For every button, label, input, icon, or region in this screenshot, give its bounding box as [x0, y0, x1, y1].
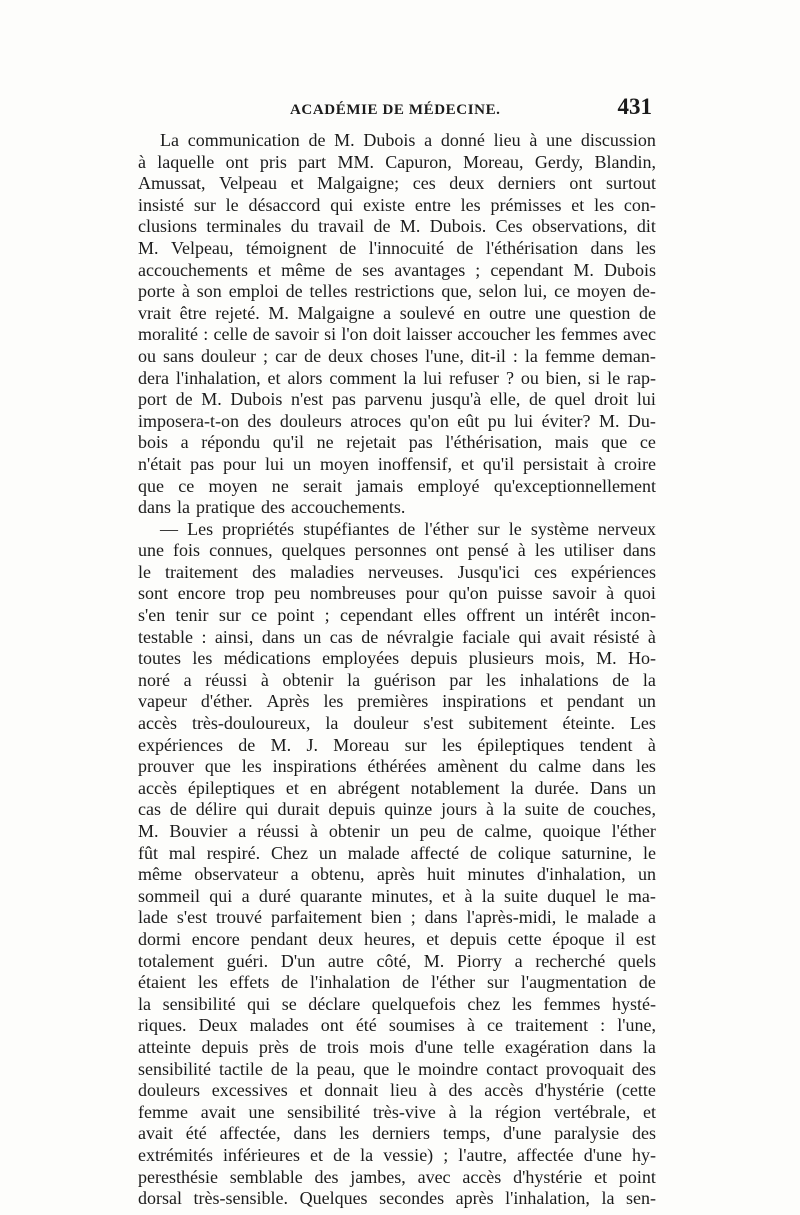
text-line: avait été affectée, dans les derniers temps, d'une paralysie des [138, 1123, 656, 1144]
text-line: douleurs excessives et donnait lieu à des accès d'hystérie (cette [138, 1080, 656, 1101]
text-line: atteinte depuis près de trois mois d'une telle exagération dans la [138, 1036, 656, 1057]
text-line: M. Bouvier a réussi à obtenir un peu de calme, quoique l'éther [138, 821, 656, 841]
text-line: dera l'inhalation, et alors comment la lui refuser ? ou bien, si le rap- [138, 367, 656, 388]
text-line: femme avait une sensibilité très-vive à la région vertébrale, et [138, 1101, 656, 1122]
text-line: étaient les effets de l'inhalation de l'éther sur l'augmentation de [138, 972, 656, 993]
text-line: testable : ainsi, dans un cas de névralgie faciale qui avait résisté à [138, 626, 656, 647]
text-line: M. Velpeau, témoignent de l'innocuité de l'éthérisation dans les [138, 237, 656, 258]
running-head: ACADÉMIE DE MÉDECINE. [290, 102, 501, 118]
text-line: port de M. Dubois n'est pas parvenu jusqu'à elle, de quel droit lui [138, 389, 656, 410]
text-line: fût mal respiré. Chez un malade affecté de colique saturnine, le [138, 842, 656, 863]
text-line: porte à son emploi de telles restrictions que, selon lui, ce moyen de- [138, 281, 656, 302]
text-line: ou sans douleur ; car de deux choses l'une, dit-il : la femme deman- [138, 345, 656, 366]
text-line: extrémités inférieures et de la vessie) ; l'autre, affectée d'une hy- [138, 1144, 656, 1165]
text-line: n'était pas pour lui un moyen inoffensif, et qu'il persistait à croire [138, 453, 656, 474]
page-number: 431 [617, 94, 652, 119]
text-line: s'en tenir sur ce point ; cependant elles offrent un intérêt incon- [138, 605, 656, 626]
text-line: vapeur d'éther. Après les premières inspirations et pendant un [138, 691, 656, 712]
text-line: insisté sur le désaccord qui existe entre les prémisses et les con- [138, 194, 656, 215]
text-line: le traitement des maladies nerveuses. Jusqu'ici ces expériences [138, 561, 656, 582]
text-line: sommeil qui a duré quarante minutes, et à la suite duquel le ma- [138, 885, 656, 906]
text-line: dormi encore pendant deux heures, et depuis cette époque il est [138, 928, 656, 949]
text-line: prouver que les inspirations éthérées amènent du calme dans les [138, 756, 656, 777]
text-line: même observateur a obtenu, après huit minutes d'inhalation, un [138, 864, 656, 885]
text-line: lade s'est trouvé parfaitement bien ; dans l'après-midi, le malade a [138, 907, 656, 928]
text-line: riques. Deux malades ont été soumises à ce traitement : l'une, [138, 1015, 656, 1036]
text-line: totalement guéri. D'un autre côté, M. Piorry a recherché quels [138, 950, 656, 971]
text-line: accès très-douloureux, la douleur s'est subitement éteinte. Les [138, 713, 656, 734]
text-line: peresthésie semblable des jambes, avec accès d'hystérie et point [138, 1166, 656, 1187]
text-line: accès épileptiques et en abrégent notablement la durée. Dans un [138, 777, 656, 798]
text-line: accouchements et même de ses avantages ; cependant M. Dubois [138, 259, 656, 280]
text-line: imposera-t-on des douleurs atroces qu'on eût pu lui éviter? M. Du- [138, 410, 656, 431]
text-line: une fois connues, quelques personnes ont pensé à les utiliser dans [138, 540, 656, 561]
body-text [138, 130, 656, 1210]
text-line: noré a réussi à obtenir la guérison par les inhalations de la [138, 669, 656, 690]
text-line: — Les propriétés stupéfiantes de l'éther sur le système nerveux [160, 518, 656, 539]
text-line: sensibilité tactile de la peau, que le moindre contact provoquait des [138, 1058, 656, 1079]
text-line: bois a répondu qu'il ne rejetait pas l'éthérisation, mais que ce [138, 432, 656, 453]
text-line: vrait être rejeté. M. Malgaigne a soulevé en outre une question de [138, 302, 656, 323]
text-line: La communication de M. Dubois a donné lieu à une discussion [160, 130, 656, 150]
text-line: à laquelle ont pris part MM. Capuron, Moreau, Gerdy, Blandin, [138, 151, 656, 172]
text-line: cas de délire qui durait depuis quinze jours à la suite de couches, [138, 799, 656, 820]
text-line: dorsal très-sensible. Quelques secondes après l'inhalation, la sen- [138, 1188, 656, 1209]
page-header [138, 92, 656, 124]
text-line: sont encore trop peu nombreuses pour qu'on puisse savoir à quoi [138, 583, 656, 604]
text-line: la sensibilité qui se déclare quelquefois chez les femmes hysté- [138, 993, 656, 1014]
text-line: toutes les médications employées depuis plusieurs mois, M. Ho- [138, 648, 656, 669]
text-line: dans la pratique des accouchements. [138, 497, 406, 518]
text-line: que ce moyen ne serait jamais employé qu'exceptionnellement [138, 475, 656, 496]
text-line: moralité : celle de savoir si l'on doit laisser accoucher les femmes avec [138, 324, 656, 345]
text-line: clusions terminales du travail de M. Dubois. Ces observations, dit [138, 216, 656, 237]
text-line: expériences de M. J. Moreau sur les épileptiques tendent à [138, 734, 656, 755]
text-line: Amussat, Velpeau et Malgaigne; ces deux derniers ont surtout [138, 173, 656, 194]
